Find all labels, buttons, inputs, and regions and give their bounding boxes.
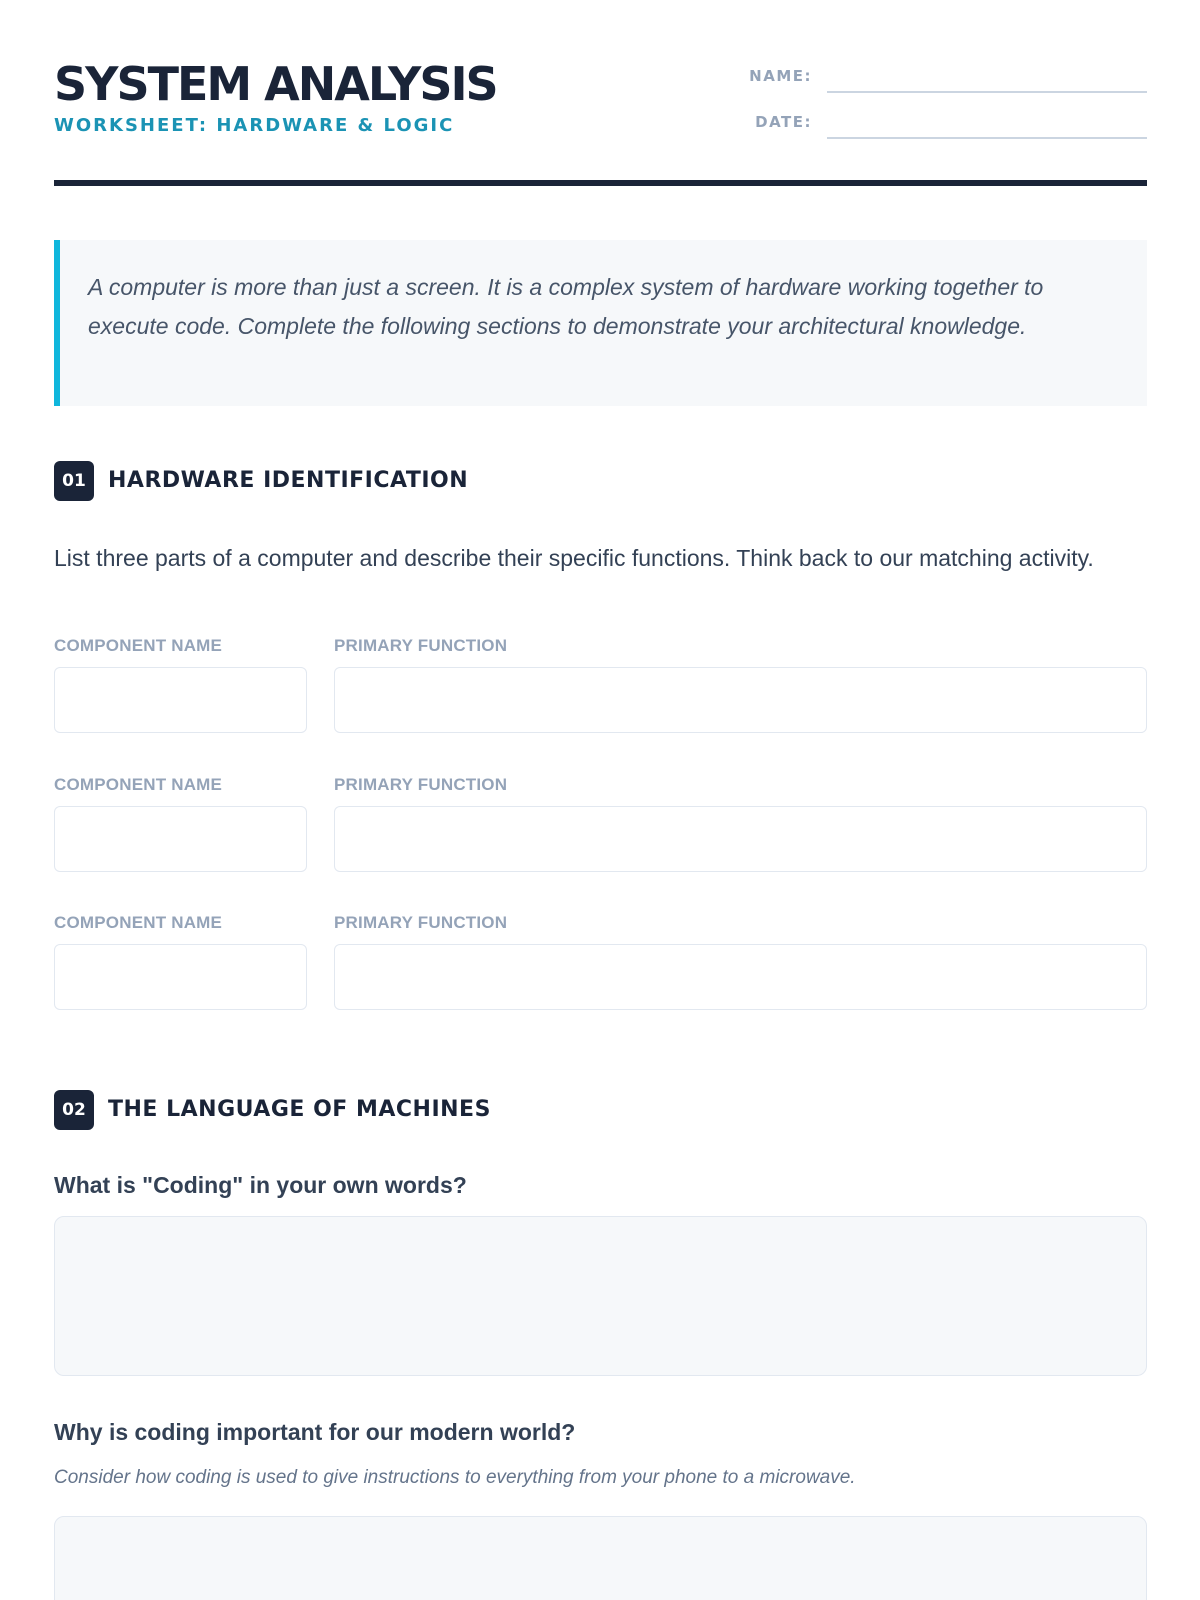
- primary-function-label: PRIMARY FUNCTION: [334, 775, 508, 794]
- section-1-instruction: List three parts of a computer and describe their specific functions. Think back to our matching activity.: [54, 545, 1094, 571]
- section-2-header: [54, 1090, 1147, 1130]
- name-label: NAME:: [749, 67, 812, 85]
- section-1-number-badge: 01: [54, 461, 94, 501]
- component-row-1: [54, 636, 1147, 736]
- question-1: What is "Coding" in your own words?: [54, 1172, 467, 1198]
- section-1-header: [54, 461, 1147, 501]
- primary-function-input-2[interactable]: [334, 806, 1147, 872]
- name-row: [746, 62, 1147, 94]
- component-name-input-3[interactable]: [54, 944, 307, 1010]
- question-2: Why is coding important for our modern world?: [54, 1419, 576, 1445]
- coding-importance-answer-box[interactable]: [54, 1516, 1147, 1600]
- coding-definition-answer-box[interactable]: [54, 1216, 1147, 1376]
- date-row: [746, 108, 1147, 140]
- page-title: SYSTEM ANALYSIS: [54, 57, 497, 111]
- worksheet-page: [54, 0, 1147, 1600]
- component-row-2: [54, 775, 1147, 875]
- component-name-label: COMPONENT NAME: [54, 913, 223, 932]
- worksheet-header: [54, 58, 1147, 186]
- primary-function-label: PRIMARY FUNCTION: [334, 913, 508, 932]
- component-name-label: COMPONENT NAME: [54, 636, 223, 655]
- section-2-number-badge: 02: [54, 1090, 94, 1130]
- question-2-hint: Consider how coding is used to give instructions to everything from your phone to a microwave.: [54, 1467, 856, 1488]
- component-name-input-2[interactable]: [54, 806, 307, 872]
- primary-function-input-3[interactable]: [334, 944, 1147, 1010]
- date-field[interactable]: [827, 137, 1147, 139]
- section-1-title: HARDWARE IDENTIFICATION: [108, 468, 469, 493]
- primary-function-input-1[interactable]: [334, 667, 1147, 733]
- section-2-title: THE LANGUAGE OF MACHINES: [108, 1097, 491, 1122]
- primary-function-label: PRIMARY FUNCTION: [334, 636, 508, 655]
- intro-callout: [54, 240, 1147, 406]
- header-divider: [54, 180, 1147, 186]
- name-field[interactable]: [827, 91, 1147, 93]
- component-name-input-1[interactable]: [54, 667, 307, 733]
- intro-text: A computer is more than just a screen. It is a complex system of hardware working together to execute code. Complete the following sections to demonstrate your architectural knowledge.: [88, 274, 1044, 339]
- component-name-label: COMPONENT NAME: [54, 775, 223, 794]
- date-label: DATE:: [755, 113, 812, 131]
- component-row-3: [54, 913, 1147, 1013]
- page-subtitle: WORKSHEET: HARDWARE & LOGIC: [54, 115, 455, 136]
